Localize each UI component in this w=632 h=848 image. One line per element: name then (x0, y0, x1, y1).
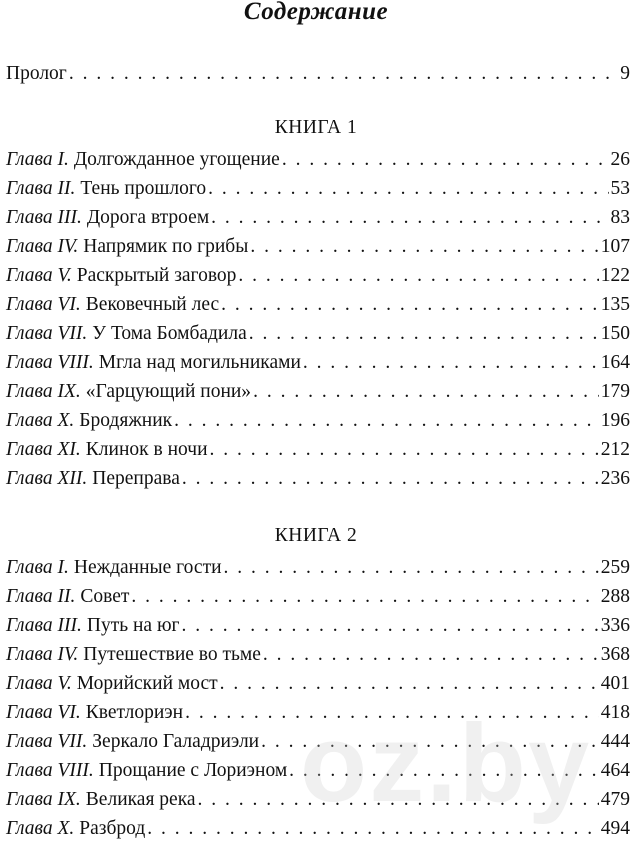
toc-entry[interactable] (6, 582, 630, 611)
page-number: 179 (600, 381, 630, 402)
leader-dots (220, 669, 599, 698)
chapter-title: Переправа (92, 468, 180, 489)
toc-entry[interactable] (6, 727, 630, 756)
leader-dots (238, 261, 598, 290)
leader-dots (174, 406, 599, 435)
page-number: 494 (600, 818, 630, 839)
chapter-title: Дорога втроем (86, 207, 210, 228)
page-number: 9 (620, 63, 630, 84)
toc-entry[interactable] (6, 406, 630, 435)
chapter-title: Зеркало Галадриэли (92, 731, 260, 752)
chapter-title: Прощание с Лориэном (98, 760, 288, 781)
chapter-number: Глава V. (6, 673, 72, 694)
page-number: 368 (600, 644, 630, 665)
leader-dots (147, 814, 598, 843)
page-number: 135 (600, 294, 630, 315)
leader-dots (69, 59, 618, 88)
chapter-number: Глава III. (6, 207, 82, 228)
chapter-title: Клинок в ночи (85, 439, 208, 460)
chapter-number: Глава I. (6, 149, 69, 170)
leader-dots (131, 582, 598, 611)
leader-dots (253, 377, 599, 406)
chapter-number: Глава XII. (6, 468, 88, 489)
page-number: 150 (600, 323, 630, 344)
leader-dots (182, 611, 599, 640)
chapter-title: Мгла над могильниками (98, 352, 301, 373)
page-number: 444 (600, 731, 630, 752)
chapter-title: Нежданные гости (73, 557, 222, 578)
leader-dots (303, 348, 599, 377)
watermark: oz.by (300, 702, 592, 825)
chapter-number: Глава IV. (6, 644, 79, 665)
chapter-number: Глава V. (6, 265, 72, 286)
chapter-number: Глава IX. (6, 381, 81, 402)
toc-entry[interactable] (6, 377, 630, 406)
chapter-title: Тень прошлого (80, 178, 207, 199)
page-number: 336 (600, 615, 630, 636)
page-number: 418 (600, 702, 630, 723)
toc-entry[interactable] (6, 756, 630, 785)
toc-entry[interactable] (6, 640, 630, 669)
leader-dots (182, 464, 599, 493)
chapter-title: У Тома Бомбадила (92, 323, 247, 344)
leader-dots (208, 174, 608, 203)
chapter-title: «Гарцующий пони» (85, 381, 252, 402)
toc-entry[interactable] (6, 261, 630, 290)
chapter-number: Глава II. (6, 178, 76, 199)
page-number: 53 (610, 178, 630, 199)
page-number: 401 (600, 673, 630, 694)
toc-entry[interactable] (6, 145, 630, 174)
chapter-number: Глава II. (6, 586, 76, 607)
chapter-title: Совет (80, 586, 130, 607)
toc-entry[interactable] (6, 232, 630, 261)
toc-entry[interactable] (6, 785, 630, 814)
leader-dots (210, 435, 599, 464)
chapter-title: Разброд (79, 818, 146, 839)
page-title: Содержание (243, 0, 389, 25)
page-number: 164 (600, 352, 630, 373)
page-number: 122 (600, 265, 630, 286)
entry-title: Пролог (6, 63, 67, 84)
chapter-number: Глава VII. (6, 731, 88, 752)
toc-entry[interactable] (6, 464, 630, 493)
page-number: 259 (600, 557, 630, 578)
toc-entry[interactable] (6, 814, 630, 843)
leader-dots (282, 145, 609, 174)
toc-entry[interactable] (6, 611, 630, 640)
page-number: 479 (600, 789, 630, 810)
chapter-title: Бродяжник (79, 410, 173, 431)
chapter-title: Вековечный лес (85, 294, 220, 315)
chapter-number: Глава XI. (6, 439, 81, 460)
page-number: 288 (600, 586, 630, 607)
chapter-title: Великая река (85, 789, 196, 810)
page-number: 107 (600, 236, 630, 257)
toc-entry[interactable] (6, 290, 630, 319)
chapter-number: Глава IV. (6, 236, 79, 257)
page-number: 236 (600, 468, 630, 489)
leader-dots (289, 756, 599, 785)
toc-entry[interactable] (6, 553, 630, 582)
page-number: 464 (600, 760, 630, 781)
page-number: 212 (600, 439, 630, 460)
toc-entry-prologue[interactable] (6, 59, 630, 88)
leader-dots (249, 319, 599, 348)
leader-dots (261, 727, 599, 756)
toc-entry[interactable] (6, 348, 630, 377)
toc-entry[interactable] (6, 698, 630, 727)
chapter-title: Напрямик по грибы (83, 236, 249, 257)
book-heading-1: КНИГА 1 (274, 117, 358, 138)
toc-entry[interactable] (6, 174, 630, 203)
toc-entry[interactable] (6, 435, 630, 464)
chapter-title: Морийский мост (76, 673, 218, 694)
chapter-title: Раскрытый заговор (76, 265, 237, 286)
chapter-number: Глава I. (6, 557, 69, 578)
leader-dots (185, 698, 599, 727)
chapter-title: Кветлориэн (85, 702, 184, 723)
leader-dots (250, 232, 598, 261)
chapter-number: Глава VII. (6, 323, 88, 344)
chapter-number: Глава VIII. (6, 760, 94, 781)
chapter-number: Глава III. (6, 615, 82, 636)
page-number: 196 (600, 410, 630, 431)
chapter-number: Глава VIII. (6, 352, 94, 373)
chapter-title: Долгожданное угощение (73, 149, 280, 170)
page-number: 26 (610, 149, 630, 170)
leader-dots (198, 785, 599, 814)
leader-dots (224, 553, 599, 582)
chapter-number: Глава VI. (6, 294, 81, 315)
toc-entry[interactable] (6, 669, 630, 698)
chapter-number: Глава X. (6, 410, 75, 431)
toc-entry[interactable] (6, 319, 630, 348)
toc-entry[interactable] (6, 203, 630, 232)
chapter-number: Глава VI. (6, 702, 81, 723)
page-number: 83 (610, 207, 630, 228)
chapter-number: Глава IX. (6, 789, 81, 810)
leader-dots (263, 640, 599, 669)
leader-dots (221, 290, 599, 319)
leader-dots (211, 203, 608, 232)
chapter-number: Глава X. (6, 818, 75, 839)
book-heading-2: КНИГА 2 (274, 525, 358, 546)
chapter-title: Путь на юг (86, 615, 180, 636)
chapter-title: Путешествие во тьме (83, 644, 261, 665)
